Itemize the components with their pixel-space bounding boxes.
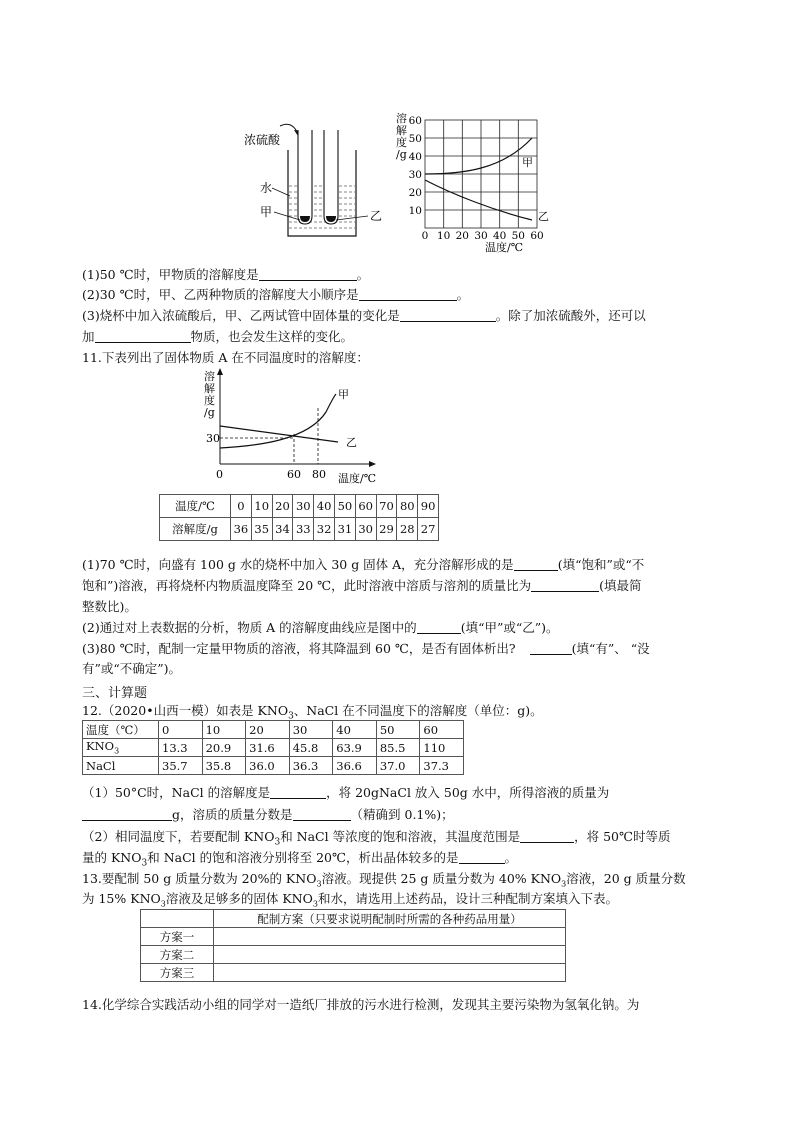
table-cell: 温度/℃ <box>160 495 231 518</box>
acid-label: 浓硫酸 <box>244 133 281 147</box>
answer-blank[interactable] <box>531 579 599 592</box>
yi-tube-label: 乙 <box>370 209 383 223</box>
q11-x80: 80 <box>312 468 326 481</box>
table-cell: 29 <box>376 518 397 541</box>
answer-blank[interactable] <box>417 621 461 634</box>
answer-blank[interactable] <box>359 288 457 301</box>
table-cell: 36.6 <box>333 757 377 775</box>
jia-tube-label: 甲 <box>260 205 273 219</box>
table-row <box>141 928 566 946</box>
q12-part1: （1）50°C时，NaCl 的溶解度是 ，将 20gNaCl 放入 50g 水中，所得溶液的质量为 <box>82 785 610 800</box>
test-tube-jia <box>298 130 312 224</box>
table-cell: 配制方案（只要求说明配制时所需的各种药品用量） <box>214 910 566 928</box>
table-cell: 20 <box>272 495 293 518</box>
x-tick-50: 50 <box>511 230 525 242</box>
plan-input-cell[interactable] <box>214 964 566 982</box>
answer-blank[interactable] <box>400 309 496 322</box>
q13-line1: 13.要配制 50 g 质量分数为 20%的 $KNO_3$溶液。现提供 25 g 质量分数为 40% $KNO_3$溶液，20 g 质量分数 <box>82 871 686 889</box>
q10-part2: (2)30 ℃时，甲、乙两种物质的溶解度大小顺序是 。 <box>82 287 470 302</box>
table-row <box>83 757 464 775</box>
table-cell: 35.8 <box>202 757 246 775</box>
q11-ylabel-3: 度 <box>204 394 215 407</box>
table-cell: 溶解度/g <box>160 518 231 541</box>
table-cell: 方案三 <box>141 964 214 982</box>
table-cell: 50 <box>334 495 355 518</box>
table-row <box>160 518 439 541</box>
curve-jia-label: 甲 <box>522 156 533 169</box>
table-cell: 28 <box>397 518 418 541</box>
q11-x60: 60 <box>287 468 301 481</box>
y-tick-30: 30 <box>408 169 422 181</box>
y-tick-40: 40 <box>408 151 422 163</box>
answer-blank[interactable] <box>514 558 558 571</box>
q11-part1-cont: 饱和”)溶液，再将烧杯内物质温度降至 20 ℃，此时溶液中溶质与溶剂的质量比为 (填最简 <box>82 578 642 593</box>
table-cell: 36 <box>231 518 252 541</box>
answer-blank[interactable] <box>270 786 326 799</box>
table-cell: 20 <box>246 721 290 739</box>
q11-ylabel-2: 解 <box>204 382 215 395</box>
q12-solubility-table <box>82 720 464 775</box>
table-cell: 34 <box>272 518 293 541</box>
table-cell: 0 <box>159 721 203 739</box>
curve-yi <box>425 180 532 220</box>
table-cell: 85.5 <box>376 739 420 757</box>
table-cell: 35 <box>251 518 272 541</box>
table-row <box>83 721 464 739</box>
table-row <box>141 964 566 982</box>
table-cell: 10 <box>202 721 246 739</box>
y-tick-10: 10 <box>408 205 422 217</box>
q11-x0: 0 <box>216 468 223 481</box>
table-cell: $KNO_3$ <box>83 739 159 757</box>
table-cell: 13.3 <box>159 739 203 757</box>
table-cell: 110 <box>420 739 464 757</box>
y-tick-50: 50 <box>408 133 422 145</box>
graph-ylabel-3: 度 <box>396 136 407 149</box>
q12-intro: 12.（2020•山西一模）如表是 $KNO_3$、NaCl 在不同温度下的溶解度（单位：g)。 <box>82 703 543 722</box>
q11-solubility-table <box>159 494 439 541</box>
answer-blank[interactable] <box>95 330 191 343</box>
q11-part3-cont: 有”或“不确定”)。 <box>82 661 182 676</box>
table-cell: 70 <box>376 495 397 518</box>
table-cell: 90 <box>418 495 439 518</box>
q14-line1: 14.化学综合实践活动小组的同学对一造纸厂排放的污水进行检测，发现其主要污染物为氢氧化钠。为 <box>82 997 640 1012</box>
q11-intro: 11.下表列出了固体物质 A 在不同温度时的溶解度： <box>82 350 369 365</box>
water-label: 水 <box>260 181 273 195</box>
table-cell: 30 <box>293 495 314 518</box>
table-cell: 60 <box>355 495 376 518</box>
x-tick-30: 30 <box>474 230 488 242</box>
test-tube-yi <box>324 130 338 224</box>
plan-input-cell[interactable] <box>214 928 566 946</box>
q11-ylabel-4: /g <box>204 406 215 419</box>
table-cell: 31.6 <box>246 739 290 757</box>
acid-arrow <box>280 124 298 134</box>
table-cell: 33 <box>293 518 314 541</box>
q11-y30: 30 <box>206 432 220 445</box>
table-cell <box>141 910 214 928</box>
table-cell: 63.9 <box>333 739 377 757</box>
table-cell: 20.9 <box>202 739 246 757</box>
answer-blank[interactable] <box>293 808 351 821</box>
answer-blank[interactable] <box>530 642 572 655</box>
table-cell: 60 <box>420 721 464 739</box>
q11-part1: (1)70 ℃时，向盛有 100 g 水的烧杯中加入 30 g 固体 A，充分溶解形成的是 (填“饱和”或“不 <box>82 557 645 572</box>
section-heading: 三、计算题 <box>82 686 148 701</box>
q13-line2: 为 15% $KNO_3$溶液及足够多的固体 $KNO_3$和水，请选用上述药品，设计三种配制方案填入下表。 <box>82 891 618 909</box>
table-cell: 方案一 <box>141 928 214 946</box>
q11-jia-label: 甲 <box>338 388 349 401</box>
x-tick-0: 0 <box>421 230 429 242</box>
q11-part2: (2)通过对上表数据的分析，物质 A 的溶解度曲线应是图中的 (填“甲”或“乙”)。 <box>82 620 559 635</box>
table-cell: 37.3 <box>420 757 464 775</box>
curve-yi-label: 乙 <box>538 210 549 223</box>
table-cell: 35.7 <box>159 757 203 775</box>
answer-blank[interactable] <box>520 830 574 843</box>
table-cell: 10 <box>251 495 272 518</box>
table-cell: 36.0 <box>246 757 290 775</box>
x-tick-10: 10 <box>437 230 451 242</box>
y-tick-60: 60 <box>408 115 422 127</box>
table-cell: 80 <box>397 495 418 518</box>
plan-input-cell[interactable] <box>214 946 566 964</box>
table-cell: 32 <box>314 518 335 541</box>
q10-part3-cont: 加 物质，也会发生这样的变化。 <box>82 329 354 344</box>
table-row <box>141 910 566 928</box>
answer-blank[interactable] <box>82 808 172 821</box>
table-cell: 36.3 <box>289 757 333 775</box>
graph-xlabel: 温度/℃ <box>484 241 524 253</box>
table-cell: 37.0 <box>376 757 420 775</box>
table-cell: 27 <box>418 518 439 541</box>
table-cell: 30 <box>289 721 333 739</box>
q11-xlabel: 温度/℃ <box>338 472 377 485</box>
x-tick-60: 60 <box>530 230 544 242</box>
q12-part1-cont: g，溶质的质量分数是 （精确到 0.1%)； <box>82 806 454 823</box>
q12-part2-cont: 量的 $KNO_3$和 NaCl 的饱和溶液分别将至 20℃，析出晶体较多的是 。 <box>82 850 518 869</box>
q11-yi-label: 乙 <box>346 436 357 449</box>
table-cell: 40 <box>333 721 377 739</box>
table-cell: 45.8 <box>289 739 333 757</box>
graph-ylabel-4: /g <box>396 148 407 161</box>
q10-part1: (1)50 ℃时，甲物质的溶解度是 。 <box>82 267 370 282</box>
table-cell: NaCl <box>83 757 159 775</box>
table-cell: 0 <box>231 495 252 518</box>
table-cell: 方案二 <box>141 946 214 964</box>
table-cell: 40 <box>314 495 335 518</box>
q11-ylabel-1: 溶 <box>204 370 215 383</box>
table-cell: 30 <box>355 518 376 541</box>
answer-blank[interactable] <box>459 851 505 864</box>
table-row <box>83 739 464 757</box>
table-cell: 温度（℃） <box>83 721 159 739</box>
q11-part3: (3)80 ℃时，配制一定量甲物质的溶液，将其降温到 60 ℃，是否有固体析出? (填“有”、 “没 <box>82 641 650 656</box>
q13-plan-table <box>140 909 566 982</box>
table-cell: 31 <box>334 518 355 541</box>
table-row <box>141 946 566 964</box>
table-cell: 50 <box>376 721 420 739</box>
y-tick-20: 20 <box>408 187 422 199</box>
x-tick-40: 40 <box>493 230 507 242</box>
table-row <box>160 495 439 518</box>
solubility-graph-top <box>392 108 562 253</box>
x-tick-20: 20 <box>455 230 469 242</box>
graph-ylabel-1: 溶 <box>396 112 407 125</box>
q12-part2: （2）相同温度下，若要配制 $KNO_3$和 NaCl 等浓度的饱和溶液，其温度范围是 ，将 50℃时等质 <box>82 829 671 848</box>
solubility-graph-q11 <box>198 368 378 488</box>
q11-part1-end: 整数比)。 <box>82 599 137 614</box>
answer-blank[interactable] <box>259 268 357 281</box>
q10-part3: (3)烧杯中加入浓硫酸后，甲、乙两试管中固体量的变化是 。除了加浓硫酸外，还可以 <box>82 308 646 323</box>
graph-ylabel-2: 解 <box>396 124 407 137</box>
